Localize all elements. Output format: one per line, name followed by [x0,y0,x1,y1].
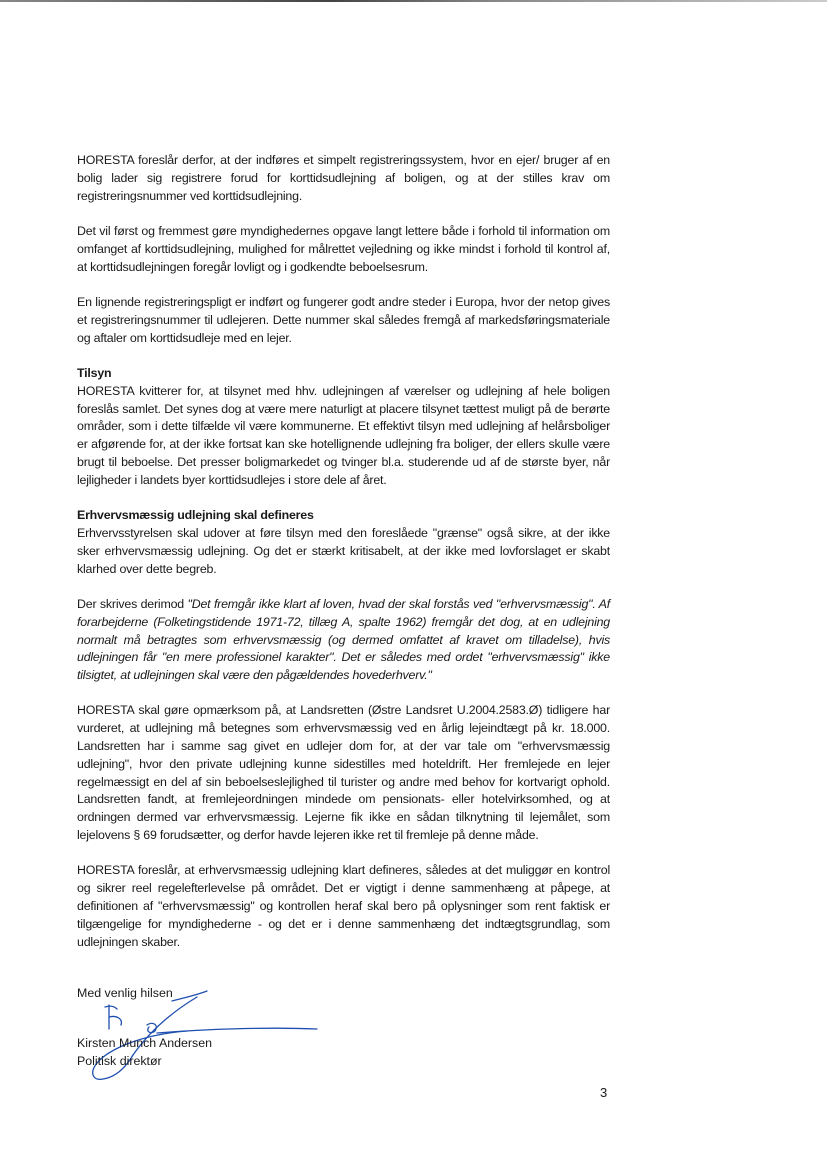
heading-erhvervsmaessig: Erhvervsmæssig udlejning skal defineres [77,508,314,523]
paragraph-closing: HORESTA foreslår, at erhvervsmæssig udlejning klart defineres, således at det muliggør en kontrol og sikrer reel regelefterlevelse på området. Det er vigtigt i denne sammenhæng at påpege, at definitionen af "erhvervsmæssig" og kontrollen heraf skal bero på oplysninger som rent faktisk er tilgængelige for myndighederne - og det er i denne sammenhæng det indtægtsgrundlag, som udlejningen skaber. [77,863,610,949]
paragraph-authority-benefit: Det vil først og fremmest gøre myndighedernes opgave langt lettere både i forhold til information om omfanget af korttidsudlejning, mulighed for målrettet vejledning og ikke mindst i forhold til kontrol af, at korttidsudlejningen foregår lovligt og i godkendte beboelsesrum. [77,223,610,274]
signature-block [77,985,377,1085]
paragraph-landsret: HORESTA skal gøre opmærksom på, at Landsretten (Østre Landsret U.2004.2583.Ø) tidligere har vurderet, at udlejning må betegnes som erhvervsmæssig ved en årlig lejeindtægt på kr. 18.000. Landsretten har i samme sag givet en udlejer dom for, at der var tale om "erhvervsmæssig udlejning", hvor den private udlejning kunne sidestilles med hoteldrift. Her fremlejede en lejer regelmæssigt en del af sin beboelseslejlighed til turister og andre med behov for kortvarigt ophold. Landsretten fandt, at fremlejeordningen mindede om pensionats- eller hotelvirksomhed, og at ordningen dermed var erhvervsmæssig. Lejerne fik ikke en sådan tilknytning til lejemålet, som lejelovens § 69 forudsætter, og derfor havde lejeren ikke ret til fremleje på denne måde. [77,703,610,843]
paragraph-erhvervsmaessig: Erhvervsstyrelsen skal udover at føre tilsyn med den foreslåede "grænse" også sikre, at der ikke sker erhvervsmæssig udlejning. Og det er stærkt kritisabelt, at der ikke med lovforslaget er skabt klarhed over dette begreb. [77,525,610,576]
letter-body [77,152,610,969]
page-number: 3 [600,1085,608,1100]
paragraph-europe-example: En lignende registreringspligt er indført og fungerer godt andre steder i Europa, hvor der netop gives et registreringsnummer til udlejeren. Dette nummer skal således fremgå af markedsføringsmateriale og aftaler om korttidsudleje med en lejer. [77,294,610,345]
signature-greeting: Med venlig hilsen [77,986,173,1000]
signature-name: Kirsten Munch Andersen [77,1036,212,1050]
scan-top-edge [0,0,827,2]
signature-title: Politisk direktør [77,1054,162,1068]
paragraph-tilsyn: HORESTA kvitterer for, at tilsynet med hhv. udlejningen af værelser og udlejning af hele boligen foreslås samlet. Det synes dog at være mere naturligt at placere tilsynet tættest muligt på de berørte områder, som i dette tilfælde vil være kommunerne. Et effektivt tilsyn med udlejning af helårsboliger er afgørende for, at der ikke fortsat kan ske hotellignende udlejning fra boliger, der ellers skulle være brugt til beboelse. Det presser boligmarkedet og tvinger bl.a. studerende ud af de største byer, når lejligheder i landets byer korttidsudlejes i store dele af året. [77,383,610,487]
heading-tilsyn: Tilsyn [77,365,112,380]
quote-text: "Det fremgår ikke klart af loven, hvad der skal forstås ved "erhvervsmæssig". Af forarbejderne (Folketingstidende 1971-72, tillæg A, spalte 1962) fremgår det dog, at en udlejning normalt må betragtes som erhvervsmæssig (og dermed omfattet af kravet om tilladelse), hvis udlejningen får "en mere professionel karakter". Det er således med ordet "erhvervsmæssig" ikke tilsigtet, at udlejningen skal være den pågældendes hovederhverv." [77,596,610,683]
paragraph-quote [77,596,610,685]
quote-intro: Der skrives derimod [77,596,188,611]
paragraph-registration-proposal: HORESTA foreslår derfor, at der indføres et simpelt registreringssystem, hvor en ejer/ bruger af en bolig lader sig registrere forud for korttidsudlejning af boligen, og at der stilles krav om registreringsnummer ved korttidsudlejning. [77,153,610,203]
